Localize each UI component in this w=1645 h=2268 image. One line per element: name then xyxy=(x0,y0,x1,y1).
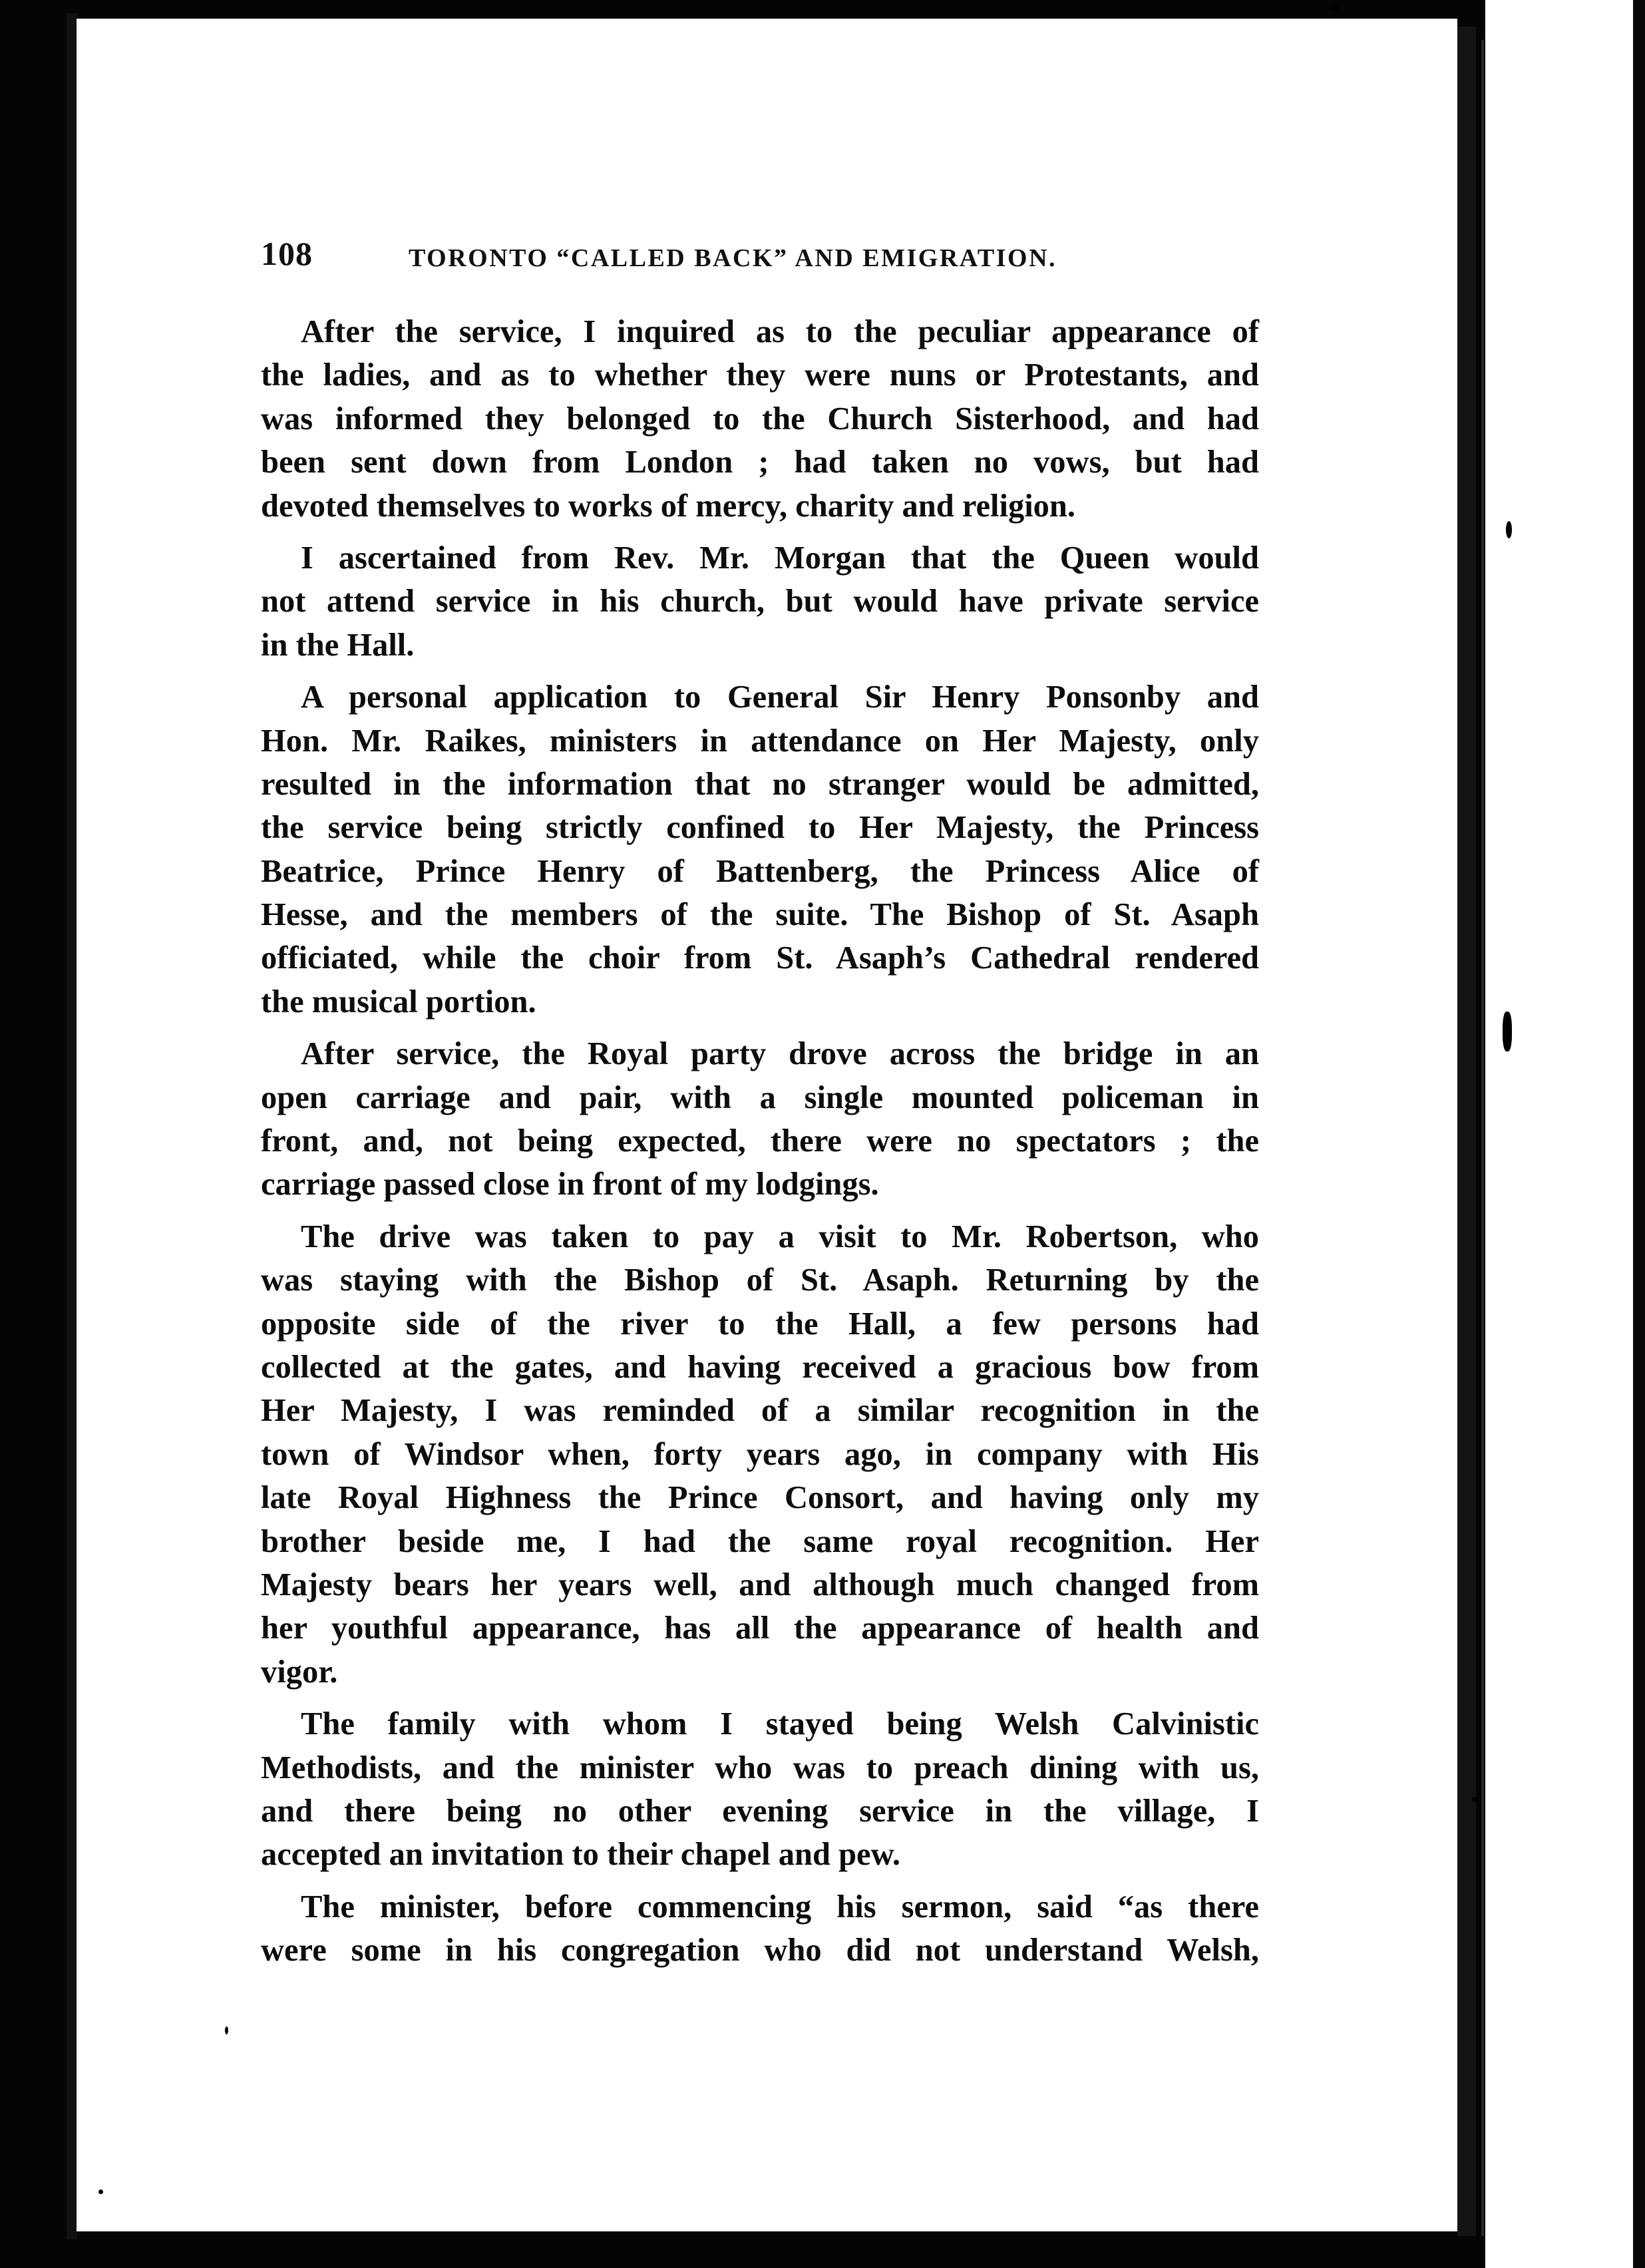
scan-speck xyxy=(1331,4,1340,11)
text-line: opposite side of the river to the Hall, a few persons had xyxy=(261,1306,1259,1342)
paragraph xyxy=(261,1032,1259,1207)
text-line: Hesse, and the members of the suite. The Bishop of St. Asaph xyxy=(261,897,1259,933)
paragraph xyxy=(261,1885,1259,1973)
scan-speck xyxy=(1472,1797,1477,1802)
text-line: Majesty bears her years well, and although much changed from xyxy=(261,1567,1259,1603)
text-line: A personal application to General Sir Henry Ponsonby and xyxy=(301,679,1259,715)
scan-speck xyxy=(1503,1012,1512,1051)
running-title: TORONTO “CALLED BACK” AND EMIGRATION. xyxy=(409,244,1057,272)
text-line: I ascertained from Rev. Mr. Morgan that the Queen would xyxy=(301,540,1259,576)
text-line: After the service, I inquired as to the peculiar appearance of xyxy=(301,314,1259,349)
gutter-line xyxy=(1481,40,1484,2236)
text-line: brother beside me, I had the same royal recognition. Her xyxy=(261,1523,1259,1559)
scan-speck xyxy=(98,2189,103,2194)
text-line: was staying with the Bishop of St. Asaph. Returning by the xyxy=(261,1262,1259,1298)
text-line: accepted an invitation to their chapel and pew. xyxy=(261,1837,901,1873)
text-line: The drive was taken to pay a visit to Mr. Robertson, who xyxy=(301,1219,1259,1254)
text-line: open carriage and pair, with a single mounted policeman in xyxy=(261,1079,1259,1115)
text-line: been sent down from London ; had taken no vows, but had xyxy=(261,445,1259,480)
book-gutter xyxy=(1457,27,1476,2236)
facing-page-edge xyxy=(1485,0,1645,2268)
body-text xyxy=(261,310,1259,1981)
paragraph xyxy=(261,310,1259,528)
text-line: were some in his congregation who did not understand Welsh, xyxy=(261,1933,1259,1969)
text-line: resulted in the information that no stranger would be admitted, xyxy=(261,766,1259,802)
text-line: Beatrice, Prince Henry of Battenberg, the Princess Alice of xyxy=(261,853,1259,889)
text-line: Methodists, and the minister who was to preach dining with us, xyxy=(261,1750,1259,1786)
scan-speck xyxy=(1506,521,1512,538)
page-left-border xyxy=(67,13,77,2239)
text-line: The minister, before commencing his sermon, said “as there xyxy=(301,1889,1259,1925)
text-line: officiated, while the choir from St. Asaph’s Cathedral rendered xyxy=(261,940,1259,976)
text-line: the musical portion. xyxy=(261,984,536,1020)
text-line: town of Windsor when, forty years ago, in company with His xyxy=(261,1436,1259,1472)
text-line: vigor. xyxy=(261,1654,338,1690)
paragraph xyxy=(261,536,1259,667)
text-line: not attend service in his church, but would have private service xyxy=(261,584,1259,620)
text-line: After service, the Royal party drove across the bridge in an xyxy=(301,1036,1259,1072)
paragraph xyxy=(261,1215,1259,1694)
text-line: The family with whom I stayed being Welsh Calvinistic xyxy=(301,1706,1259,1742)
text-line: Her Majesty, I was reminded of a similar recognition in the xyxy=(261,1393,1259,1429)
text-line: Hon. Mr. Raikes, ministers in attendance on Her Majesty, only xyxy=(261,723,1259,759)
scan-speck xyxy=(225,2026,228,2034)
text-line: late Royal Highness the Prince Consort, and having only my xyxy=(261,1480,1259,1516)
paragraph xyxy=(261,1702,1259,1877)
page-header xyxy=(261,234,1259,281)
paragraph xyxy=(261,675,1259,1024)
text-line: carriage passed close in front of my lodgings. xyxy=(261,1167,879,1203)
text-line: the ladies, and as to whether they were nuns or Protestants, and xyxy=(261,357,1259,393)
page-number: 108 xyxy=(261,235,313,272)
text-line: collected at the gates, and having received a gracious bow from xyxy=(261,1349,1259,1385)
text-line: the service being strictly confined to Her Majesty, the Princess xyxy=(261,810,1259,846)
text-line: front, and, not being expected, there were no spectators ; the xyxy=(261,1123,1259,1159)
text-line: was informed they belonged to the Church Sisterhood, and had xyxy=(261,401,1259,437)
text-line: and there being no other evening service in the village, I xyxy=(261,1793,1259,1829)
text-line: her youthful appearance, has all the appearance of health and xyxy=(261,1610,1259,1646)
text-line: in the Hall. xyxy=(261,627,415,663)
text-line: devoted themselves to works of mercy, charity and religion. xyxy=(261,488,1076,524)
